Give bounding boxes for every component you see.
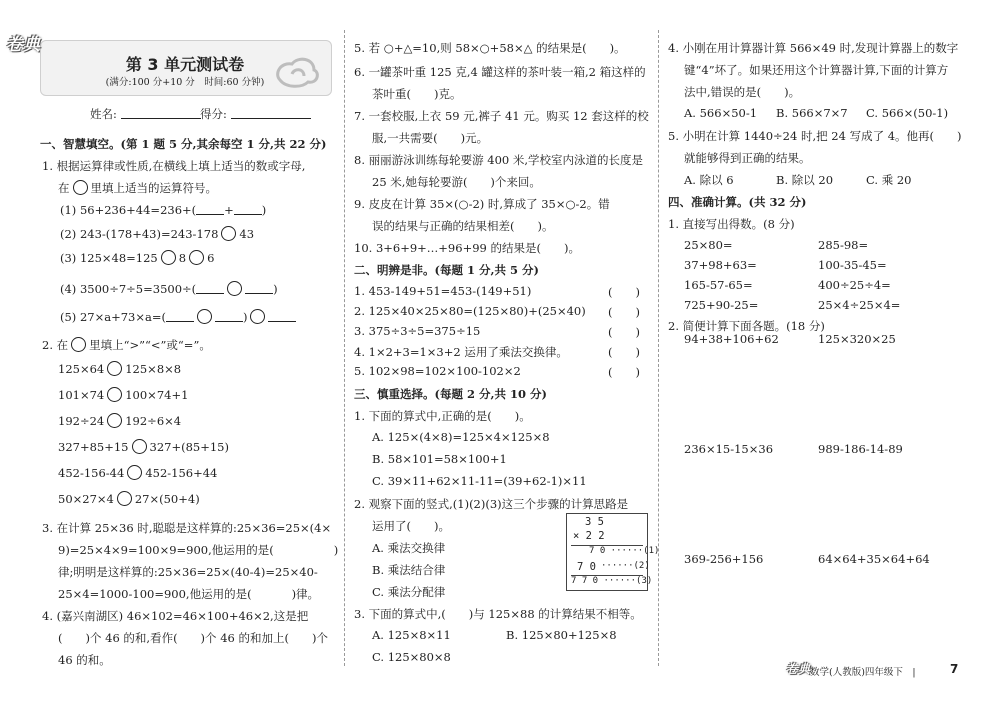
judge-item: 1. 453-149+51=453-(149+51) xyxy=(354,284,532,298)
s2-option-c[interactable]: C. 乘法分配律 xyxy=(372,585,446,599)
q1-text-b: 在 里填上适当的运算符号。 xyxy=(58,181,217,195)
q2-text: 2. 在 里填上“>”“<”或“=”。 xyxy=(42,338,211,352)
circle-blank-icon[interactable] xyxy=(161,250,176,265)
q9-line2: 误的结果与正确的结果相差( )。 xyxy=(372,219,554,233)
s1: 1. 下面的算式中,正确的是( )。 xyxy=(354,409,531,423)
s3: 3. 下面的算式中,( )与 125×88 的计算结果不相等。 xyxy=(354,607,642,621)
comparison-row xyxy=(58,465,217,480)
comparison-row xyxy=(58,361,181,376)
circle-blank-icon[interactable] xyxy=(127,465,142,480)
score-field[interactable] xyxy=(200,106,311,122)
simplify-item: 369-256+156 xyxy=(684,552,764,566)
comparison-right: 100×74+1 xyxy=(125,388,189,402)
simplify-item: 989-186-14-89 xyxy=(818,442,903,456)
q3-line3: 律;明明是这样算的:25×36=25×(40-4)=25×40- xyxy=(58,565,318,579)
comparison-right: 192÷6×4 xyxy=(125,414,182,428)
section-3-title: 三、慎重选择。(每题 2 分,共 10 分) xyxy=(354,387,547,401)
judge-answer-paren[interactable]: ( ) xyxy=(608,325,640,339)
circle-blank-icon xyxy=(73,180,88,195)
circle-blank-icon[interactable] xyxy=(132,439,147,454)
q1-2: (2) 243-(178+43)=243-178 43 xyxy=(60,227,255,241)
circle-blank-icon xyxy=(71,337,86,352)
s3-option-a[interactable]: A. 125×8×11 xyxy=(372,628,451,642)
q4-line3: 46 的和。 xyxy=(58,653,111,667)
comparison-row xyxy=(58,387,188,402)
comparison-row xyxy=(58,439,229,454)
s5-option-c[interactable]: C. 乘 20 xyxy=(866,173,912,187)
c1: 1. 直接写出得数。(8 分) xyxy=(668,217,795,231)
q3-line4: 25×4=1000-100=900,他运用的是( )律。 xyxy=(58,587,320,601)
oral-item: 100-35-45= xyxy=(818,258,887,272)
judge-answer-paren[interactable]: ( ) xyxy=(608,345,640,359)
oral-item: 25×80= xyxy=(684,238,733,252)
oral-item: 400÷25÷4= xyxy=(818,278,891,292)
q4-line1: 4. (嘉兴南湖区) 46×102=46×100+46×2,这是把 xyxy=(42,609,309,623)
q5: 5. 若 ○+△=10,则 58×○+58×△ 的结果是( )。 xyxy=(354,41,626,55)
section-1-title: 一、智慧填空。(第 1 题 5 分,其余每空 1 分,共 22 分) xyxy=(40,137,327,151)
brand-logo: 卷典 xyxy=(6,35,40,55)
q1-5: (5) 27×a+73×a=( ) xyxy=(60,309,296,324)
name-field[interactable] xyxy=(90,106,201,122)
s2-option-b[interactable]: B. 乘法结合律 xyxy=(372,563,446,577)
q6-line1: 6. 一罐茶叶重 125 克,4 罐这样的茶叶装一箱,2 箱这样的 xyxy=(354,65,646,79)
simplify-item: 236×15-15×36 xyxy=(684,442,774,456)
judge-item: 4. 1×2+3=1×3+2 运用了乘法交换律。 xyxy=(354,345,568,359)
s1-option-b[interactable]: B. 58×101=58×100+1 xyxy=(372,452,507,466)
simplify-item: 125×320×25 xyxy=(818,332,896,346)
column-divider-2 xyxy=(658,30,659,666)
page-subtitle: (满分:100 分+10 分 时间:60 分钟) xyxy=(105,77,265,88)
judge-item: 2. 125×40×25×80=(125×80)+(25×40) xyxy=(354,304,586,318)
comparison-row xyxy=(58,413,181,428)
score-label: 得分: xyxy=(200,107,227,121)
s3-option-c[interactable]: C. 125×80×8 xyxy=(372,650,451,664)
judge-answer-paren[interactable]: ( ) xyxy=(608,305,640,319)
q8-line2: 25 米,她每轮要游( )个来回。 xyxy=(372,175,541,189)
s4-line1: 4. 小刚在用计算器计算 566×49 时,发现计算器上的数字 xyxy=(668,41,959,55)
oral-item: 25×4÷25×4= xyxy=(818,298,901,312)
s4-option-a[interactable]: A. 566×50-1 xyxy=(684,106,758,120)
judge-answer-paren[interactable]: ( ) xyxy=(608,365,640,379)
s4-line2: 键“4”坏了。如果还用这个计算器计算,下面的计算方 xyxy=(684,63,949,77)
page-title: 第 3 单元测试卷 xyxy=(125,55,245,74)
s5-option-b[interactable]: B. 除以 20 xyxy=(776,173,834,187)
q3-line1: 3. 在计算 25×36 时,聪聪是这样算的:25×36=25×(4× xyxy=(42,521,332,535)
name-label: 姓名: xyxy=(90,107,117,121)
judge-item: 5. 102×98=102×100-102×2 xyxy=(354,364,521,378)
vc-row-2: × 2 2 xyxy=(573,530,605,542)
q6-line2: 茶叶重( )克。 xyxy=(372,87,462,101)
comparison-left: 101×74 xyxy=(58,388,105,402)
circle-blank-icon[interactable] xyxy=(250,309,265,324)
vc-row-3: 7 0 ······(1) xyxy=(589,546,660,556)
s5-line2: 就能够得到正确的结果。 xyxy=(684,151,811,165)
s2-line1: 2. 观察下面的竖式,(1)(2)(3)这三个步骤的计算思路是 xyxy=(354,497,629,511)
comparison-right: 452-156+44 xyxy=(145,466,218,480)
s4-option-c[interactable]: C. 566×(50-1) xyxy=(866,106,949,120)
vc-row-6: 7 7 0 ······(3) xyxy=(571,576,653,586)
q1-4: (4) 3500÷7÷5=3500÷( ) xyxy=(60,282,278,296)
c2: 2. 简便计算下面各题。(18 分) xyxy=(668,319,825,333)
s4-line3: 法中,错误的是( )。 xyxy=(684,85,801,99)
circle-blank-icon[interactable] xyxy=(107,361,122,376)
comparison-row xyxy=(58,491,200,506)
comparison-left: 192÷24 xyxy=(58,414,105,428)
circle-blank-icon[interactable] xyxy=(107,387,122,402)
section-4-title: 四、准确计算。(共 32 分) xyxy=(668,195,807,209)
vertical-calculation xyxy=(566,513,660,591)
vc-row-5: ······(2) xyxy=(601,561,650,571)
q9-line1: 9. 皮皮在计算 35×(○-2) 时,算成了 35×○-2。错 xyxy=(354,197,610,211)
s1-option-a[interactable]: A. 125×(4×8)=125×4×125×8 xyxy=(372,430,550,444)
comparison-left: 50×27×4 xyxy=(58,492,114,506)
circle-blank-icon[interactable] xyxy=(117,491,132,506)
oral-item: 285-98= xyxy=(818,238,869,252)
comparison-left: 452-156-44 xyxy=(58,466,125,480)
q1-3: (3) 125×48=125 8 6 xyxy=(60,251,215,265)
simplify-item: 94+38+106+62 xyxy=(684,332,779,346)
footer-logo: 卷典 xyxy=(786,662,811,676)
circle-blank-icon[interactable] xyxy=(197,309,212,324)
circle-blank-icon[interactable] xyxy=(221,226,236,241)
oral-item: 725+90-25= xyxy=(684,298,759,312)
vc-row-4: 7 0 xyxy=(577,561,596,573)
comparison-right: 125×8×8 xyxy=(125,362,182,376)
q1-text-a: 1. 根据运算律或性质,在横线上填上适当的数或字母, xyxy=(42,159,306,173)
q10: 10. 3+6+9+…+96+99 的结果是( )。 xyxy=(354,241,580,255)
circle-blank-icon[interactable] xyxy=(227,281,242,296)
comparison-left: 327+85+15 xyxy=(58,440,129,454)
s5-option-a[interactable]: A. 除以 6 xyxy=(684,173,734,187)
q3-line2: 9)=25×4×9=100×9=900,他运用的是( ) xyxy=(58,543,339,557)
q7-line2: 服,一共需要( )元。 xyxy=(372,131,489,145)
s1-option-c[interactable]: C. 39×11+62×11-11=(39+62-1)×11 xyxy=(372,474,587,488)
section-2-title: 二、明辨是非。(每题 1 分,共 5 分) xyxy=(354,263,539,277)
page-number: 7 xyxy=(950,662,959,676)
circle-blank-icon[interactable] xyxy=(107,413,122,428)
s5-line1: 5. 小明在计算 1440÷24 时,把 24 写成了 4。他再( ) xyxy=(668,129,962,143)
judge-answer-paren[interactable]: ( ) xyxy=(608,285,640,299)
q4-line2: ( )个 46 的和,看作( )个 46 的和加上( )个 xyxy=(58,631,328,645)
column-divider-1 xyxy=(344,30,345,666)
oral-item: 37+98+63= xyxy=(684,258,757,272)
comparison-right: 327+(85+15) xyxy=(149,440,229,454)
s3-option-b[interactable]: B. 125×80+125×8 xyxy=(506,628,617,642)
q1-1: (1) 56+236+44=236+( + ) xyxy=(60,203,267,217)
circle-blank-icon[interactable] xyxy=(189,250,204,265)
footer-text: 数学(人教版)四年级下 | xyxy=(810,667,916,678)
s2-option-a[interactable]: A. 乘法交换律 xyxy=(372,541,446,555)
comparison-left: 125×64 xyxy=(58,362,105,376)
s2-line2: 运用了( )。 xyxy=(372,519,450,533)
q7-line1: 7. 一套校服,上衣 59 元,裤子 41 元。购买 12 套这样的校 xyxy=(354,109,649,123)
simplify-item: 64×64+35×64+64 xyxy=(818,552,930,566)
comparison-right: 27×(50+4) xyxy=(134,492,200,506)
judge-item: 3. 375÷3÷5=375÷15 xyxy=(354,324,481,338)
q8-line1: 8. 丽丽游泳训练每轮要游 400 米,学校室内泳道的长度是 xyxy=(354,153,644,167)
oral-item: 165-57-65= xyxy=(684,278,753,292)
s4-option-b[interactable]: B. 566×7×7 xyxy=(776,106,848,120)
vc-row-1: 3 5 xyxy=(585,516,604,528)
